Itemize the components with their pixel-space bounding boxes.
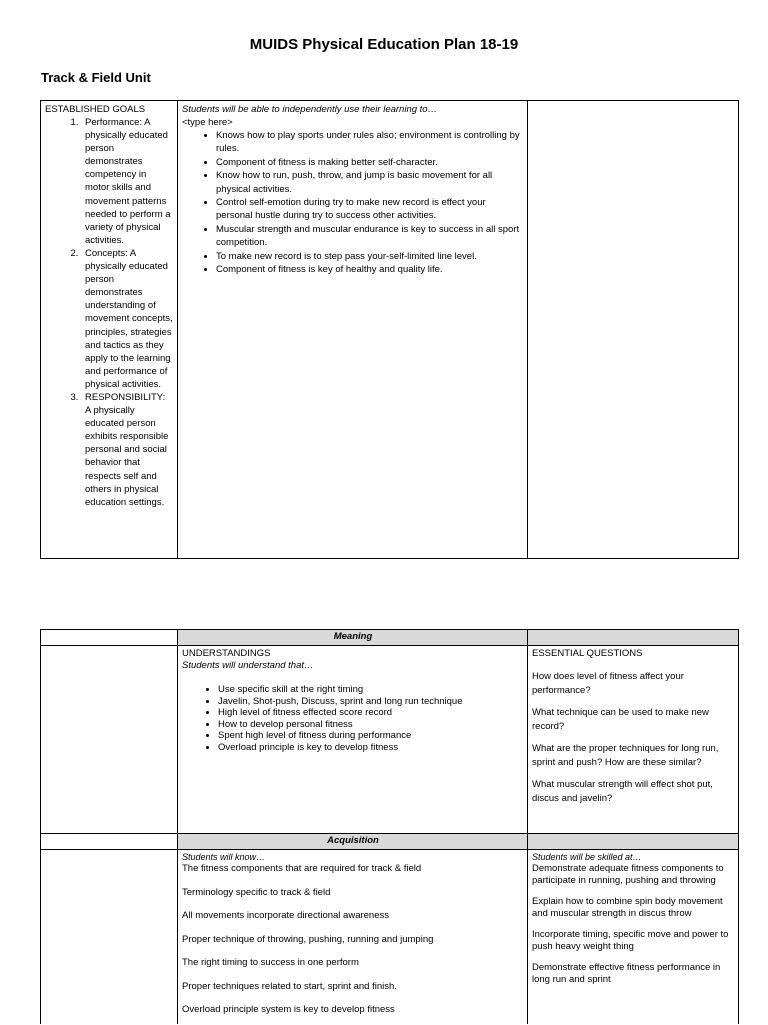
transfer-placeholder: <type here> xyxy=(182,117,233,128)
empty-cell xyxy=(528,101,738,558)
transfer-item: • To make new record is to step pass your-self-limited line level. xyxy=(216,250,523,263)
meaning-header-row xyxy=(41,630,738,645)
transfer-intro: Students will be able to independently use their learning to… xyxy=(182,104,438,115)
skill-item: Explain how to combine spin body movement and muscular strength in discus throw xyxy=(532,896,723,919)
skill-item: Demonstrate adequate fitness components to participate in running, pushing and throwing xyxy=(532,863,724,886)
understandings-intro: Students will understand that… xyxy=(182,660,314,671)
understanding-item: • How to develop personal fitness xyxy=(218,719,524,731)
essential-questions-label: ESSENTIAL QUESTIONS xyxy=(532,648,643,659)
established-goals-heading: ESTABLISHED GOALS xyxy=(45,104,146,115)
transfer-item: • Component of fitness is making better self-character. xyxy=(216,156,523,169)
know-item: Terminology specific to track & field xyxy=(182,886,331,898)
understanding-item: • Javelin, Shot-push, Discuss, sprint and long run technique xyxy=(218,696,524,708)
acquisition-header-row xyxy=(41,834,738,849)
transfer-cell xyxy=(178,101,528,558)
know-item: Overload principle system is key to develop fitness xyxy=(182,1004,395,1015)
transfer-item: • Control self-emotion during try to make new record is effect your personal hustle during try to success other activities. xyxy=(216,196,523,223)
established-goals-cell xyxy=(41,101,178,558)
goals-list xyxy=(45,116,173,509)
students-know-cell xyxy=(178,850,528,1025)
acquisition-header: Acquisition xyxy=(327,835,379,846)
transfer-item: • Knows how to play sports under rules also; environment is controlling by rules. xyxy=(216,129,523,156)
understandings-cell xyxy=(178,646,528,832)
meaning-acquisition-table xyxy=(40,629,739,1024)
desired-results-table xyxy=(40,100,739,559)
understanding-item: • Use specific skill at the right timing xyxy=(218,684,524,696)
understanding-item: • Overload principle is key to develop fitness xyxy=(218,742,524,754)
transfer-item: • Component of fitness is key of healthy and quality life. xyxy=(216,263,523,276)
understandings-list xyxy=(182,684,524,754)
question-item: What muscular strength will effect shot put, discus and javelin? xyxy=(532,779,713,804)
know-item: Proper techniques related to start, sprint and finish. xyxy=(182,980,397,992)
students-skilled-cell xyxy=(528,850,739,1025)
understanding-item: • High level of fitness effected score record xyxy=(218,707,524,719)
meaning-header: Meaning xyxy=(333,631,373,642)
skill-intro: Students will be skilled at… xyxy=(532,852,642,862)
essential-questions-cell xyxy=(528,646,739,832)
transfer-list xyxy=(182,129,523,276)
transfer-item: • Know how to run, push, throw, and jump is basic movement for all physical activities. xyxy=(216,169,523,196)
question-item: What are the proper techniques for long run, sprint and push? How are these similar? xyxy=(532,743,719,768)
understanding-item: • Spent high level of fitness during performance xyxy=(218,730,524,742)
goal-item: 1. Performance: A physically educated person demonstrates competency in motor skills and movement patterns needed to perform a variety of physical activities. xyxy=(81,116,173,247)
skill-item: Demonstrate effective fitness performance in long run and sprint xyxy=(532,962,721,985)
goal-item: 2. Concepts: A physically educated person demonstrates understanding of movement concepts, principles, strategies and tactics as they apply to the learning and performance of physical activities. xyxy=(81,247,173,391)
transfer-item: • Muscular strength and muscular endurance is key to success in all sport competition. xyxy=(216,223,523,250)
unit-title: Track & Field Unit xyxy=(41,70,151,85)
question-item: What technique can be used to make new record? xyxy=(532,707,709,732)
know-intro: Students will know… xyxy=(182,852,266,862)
page-title: MUIDS Physical Education Plan 18-19 xyxy=(249,36,519,53)
skill-item: Incorporate timing, specific move and power to push heavy weight thing xyxy=(532,929,729,952)
goal-item: 3. RESPONSIBILITY: A physically educated person exhibits responsible personal and social behavior that respects self and others in physical education settings. xyxy=(81,391,173,509)
question-item: How does level of fitness affect your performance? xyxy=(532,671,684,696)
know-item: The right timing to success in one perform xyxy=(182,957,359,968)
know-item: Proper technique of throwing, pushing, running and jumping xyxy=(182,933,434,945)
understandings-label: UNDERSTANDINGS xyxy=(182,648,271,659)
know-item: The fitness components that are required for track & field xyxy=(182,863,422,874)
know-item: All movements incorporate directional awareness xyxy=(182,910,389,921)
